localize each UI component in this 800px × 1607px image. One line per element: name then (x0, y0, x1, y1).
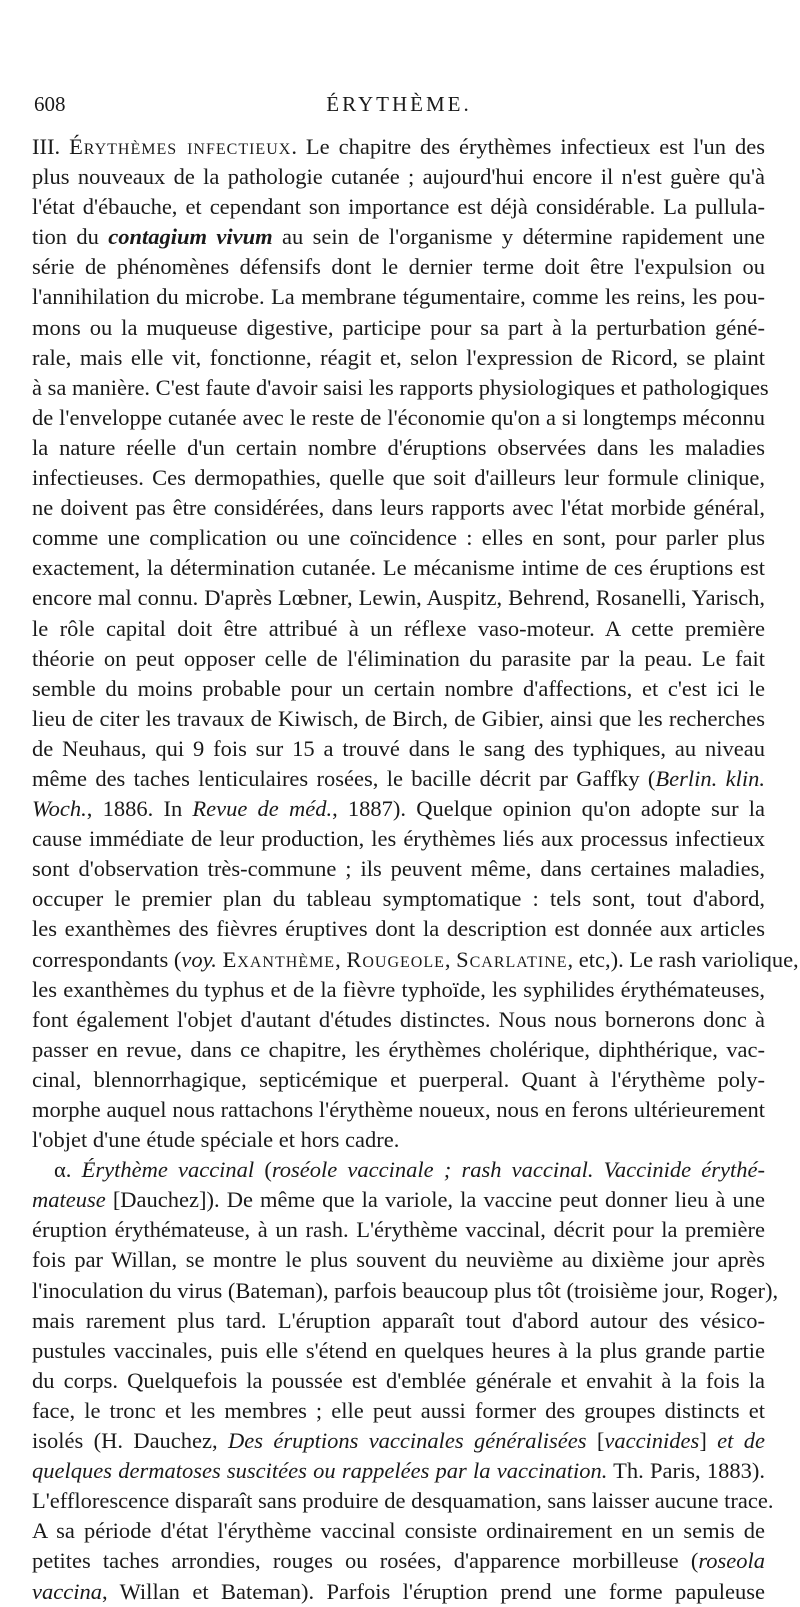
text-line: quelques dermatoses suscitées ou rappelées par la vaccination. Th. Paris, 1883). (32, 1458, 765, 1484)
text-line: III. Érythèmes infectieux. Le chapitre des érythèmes infectieux est l'un des (32, 134, 765, 159)
text-line: mais rarement plus tard. L'éruption apparaît tout d'abord autour des vésico- (32, 1307, 765, 1333)
text-line: morphe auquel nous rattachons l'érythème noueux, nous en ferons ultérieurement (32, 1097, 765, 1122)
text-line: face, le tronc et les membres ; elle peut aussi former des groupes distincts et (32, 1397, 765, 1423)
text-line: éruption érythémateuse, à un rash. L'érythème vaccinal, décrit pour la première (32, 1217, 765, 1243)
text-line: même des taches lenticulaires rosées, le bacille décrit par Gaffky (Berlin. klin. (32, 765, 765, 791)
text-line: l'état d'ébauche, et cependant son importance est déjà considérable. La pullula- (32, 194, 765, 220)
text-line: de l'enveloppe cutanée avec le reste de l'économie qu'on a si longtemps méconnu (32, 404, 765, 430)
page-number: 608 (34, 92, 66, 116)
text-line: cinal, blennorrhagique, septicémique et puerperal. Quant à l'érythème poly- (32, 1066, 765, 1092)
text-line: du corps. Quelquefois la poussée est d'emblée générale et envahit à la fois la (32, 1367, 765, 1393)
text-line: lieu de citer les travaux de Kiwisch, de Birch, de Gibier, ainsi que les recherches (32, 705, 765, 731)
text-line: série de phénomènes défensifs dont le dernier terme doit être l'expulsion ou (32, 254, 765, 280)
text-line: la nature réelle d'un certain nombre d'éruptions observées dans les maladies (32, 434, 765, 460)
text-line: plus nouveaux de la pathologie cutanée ; aujourd'hui encore il n'est guère qu'à (32, 164, 765, 190)
text-line: α. Érythème vaccinal (roséole vaccinale ; rash vaccinal. Vaccinide érythé- (54, 1157, 765, 1183)
text-line: l'annihilation du microbe. La membrane tégumentaire, comme les reins, les pou- (32, 284, 765, 310)
text-line: exactement, la détermination cutanée. Le mécanisme intime de ces éruptions est (32, 555, 765, 581)
text-line: semble du moins probable pour un certain nombre d'affections, et c'est ici le (32, 675, 765, 701)
text-line: font également l'objet d'autant d'études distinctes. Nous nous bornerons donc à (32, 1006, 765, 1032)
text-line: occuper le premier plan du tableau symptomatique : tels sont, tout d'abord, (32, 886, 765, 912)
text-line: le rôle capital doit être attribué à un réflexe vaso-moteur. A cette première (32, 615, 765, 641)
text-line: à sa manière. C'est faute d'avoir saisi les rapports physiologiques et pathologiques (32, 374, 769, 400)
text-line: sont d'observation très-commune ; ils peuvent même, dans certaines maladies, (32, 856, 765, 882)
text-line: isolés (H. Dauchez, Des éruptions vaccinales généralisées [vaccinides] et de (32, 1428, 765, 1454)
text-line: A sa période d'état l'érythème vaccinal consiste ordinairement en un semis de (32, 1518, 765, 1544)
text-line: ne doivent pas être considérées, dans leurs rapports avec l'état morbide général, (32, 495, 765, 521)
text-line: tion du contagium vivum au sein de l'organisme y détermine rapidement une (32, 224, 765, 250)
text-line: vaccina, Willan et Bateman). Parfois l'éruption prend une forme papuleuse (32, 1578, 765, 1604)
text-line: de Neuhaus, qui 9 fois sur 15 a trouvé dans le sang des typhiques, au niveau (32, 735, 765, 761)
text-line: l'inoculation du virus (Bateman), parfois beaucoup plus tôt (troisième jour, Roger), (32, 1277, 779, 1303)
text-line: Woch., 1886. In Revue de méd., 1887). Quelque opinion qu'on adopte sur la (32, 796, 765, 822)
text-line: mons ou la muqueuse digestive, participe pour sa part à la perturbation géné- (32, 314, 765, 340)
text-line: cause immédiate de leur production, les érythèmes liés aux processus infectieux (32, 826, 765, 852)
text-line: infectieuses. Ces dermopathies, quelle que soit d'ailleurs leur formule clinique, (32, 465, 765, 491)
text-line: L'efflorescence disparaît sans produire de desquamation, sans laisser aucune trace. (32, 1488, 774, 1514)
body-text (32, 132, 799, 1607)
text-line: pustules vaccinales, puis elle s'étend en quelques heures à la plus grande partie (32, 1337, 765, 1363)
text-line: encore mal connu. D'après Lœbner, Lewin, Auspitz, Behrend, Rosanelli, Yarisch, (32, 585, 765, 611)
text-line: fois par Willan, se montre le plus souvent du neuvième au dixième jour après (32, 1247, 765, 1273)
page-header (34, 92, 764, 122)
text-line: passer en revue, dans ce chapitre, les érythèmes cholérique, diphthérique, vac- (32, 1036, 765, 1062)
text-line: rale, mais elle vit, fonctionne, réagit et, selon l'expression de Ricord, se plaint (32, 344, 765, 370)
text-line: petites taches arrondies, rouges ou rosées, d'apparence morbilleuse (roseola (32, 1548, 765, 1574)
text-line: mateuse [Dauchez]). De même que la variole, la vaccine peut donner lieu à une (32, 1187, 765, 1213)
text-line: l'objet d'une étude spéciale et hors cadre. (32, 1127, 400, 1153)
text-line: théorie on peut opposer celle de l'élimination du parasite par la peau. Le fait (32, 645, 765, 671)
text-line: comme une complication ou une coïncidence : elles en sont, pour parler plus (32, 525, 765, 551)
running-head: ÉRYTHÈME. (326, 92, 472, 116)
text-line: les exanthèmes des fièvres éruptives dont la description est donnée aux articles (32, 916, 765, 942)
text-line: correspondants (voy. Exanthème, Rougeole, Scarlatine, etc,). Le rash variolique, (32, 946, 799, 972)
text-line: les exanthèmes du typhus et de la fièvre typhoïde, les syphilides érythémateuses, (32, 976, 765, 1002)
